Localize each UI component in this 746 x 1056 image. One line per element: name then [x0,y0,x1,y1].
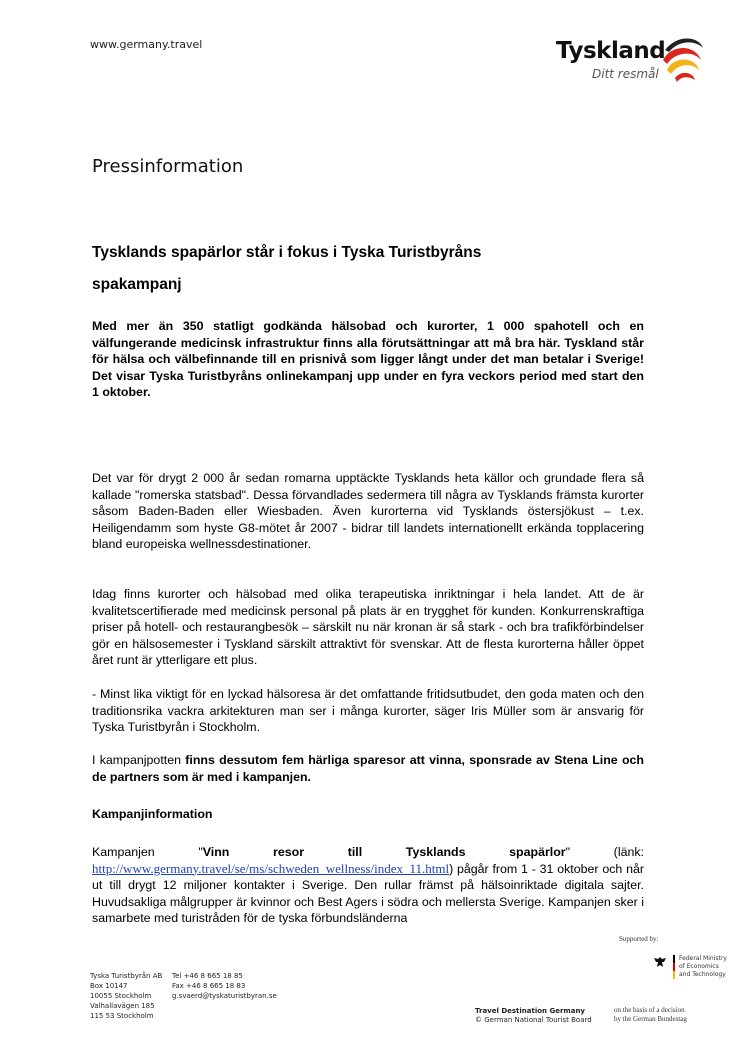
campaign-intro: Kampanjen " [92,845,203,859]
basis-line: by the German Bundestag [614,1015,687,1023]
headline [92,237,652,301]
tdg-title: Travel Destination Germany [475,1007,585,1015]
paragraph-today: Idag finns kurorter och hälsobad med olika terapeutiska inriktningar i hela landet. Att de är kvalitetscertifierade med medicinsk personal på plats är en trygghet för kunden. Konkurrenskraftiga priser på hotell- och restaurangbesök – särskilt nu när kronan är så stark - och bra trafikförbindelser gör en hälsosemester i Tyskland särskilt attraktivt för svenskar. Att de flesta kurorterna håller öppet året runt är ytterligare ett plus. [92,587,644,668]
website-url: www.germany.travel [90,38,203,51]
campaign-link-prefix: " (länk: [565,845,644,859]
headline-line-2: spakampanj [92,276,182,293]
campaign-name: Vinn resor till Tysklands spapärlor [202,845,566,859]
prizes-intro: I kampanjpotten [92,753,186,767]
eagle-logo-icon [655,30,707,86]
logo-subtitle: Ditt resmål [592,67,659,81]
address-line: Box 10147 [90,982,128,990]
flag-stripe-gold [673,971,675,979]
campaign-link[interactable]: http://www.germany.travel/se/ms/schweden_wellness/index_11.html [92,860,450,876]
document-label: Pressinformation [92,156,244,177]
address-line: 10055 Stockholm [90,992,152,1000]
paragraph-quote: - Minst lika viktigt för en lyckad hälsoresa är det omfattande fritidsutbudet, den goda maten och den traditionsrika vackra arkitekturen man ser i många kurorter, säger Iris Müller som är ansvarig för Tyska Turistbyrån i Stockholm. [92,687,644,735]
paragraph-campaign [92,844,644,927]
federal-eagle-icon [653,956,667,968]
bundestag-basis [614,1006,687,1024]
basis-line: on the basis of a decision [614,1006,685,1014]
address-line: Valhallavägen 185 [90,1002,155,1010]
paragraph-history: Det var för drygt 2 000 år sedan romarna upptäckte Tysklands heta källor och grundade flera så kallade "romerska statsbad". Dessa förvandlades sedermera till några av Tysklands främsta kurorter såsom Baden-Baden eller Wiesbaden. Även kurorterna vid Tysklands östersjökust – t.ex. Heiligendamm som hyste G8-mötet år 2007 - bidrar till landets internationellt erkända topplacering bland europeiska wellnessdestinationer. [92,471,644,552]
campaign-details: ) pågår from 1 - 31 oktober och når ut till drygt 12 miljoner kontakter i Sverige. Den rullar främst på hälsoinriktade digitala sajter. Huvudsakliga målgrupper är kvinnor och Best Agers i södra och mellersta Sverige. Kampanjen sker i samarbete med turistråden för de tyska förbundsländerna [92,861,644,926]
lead-paragraph: Med mer än 350 statligt godkända hälsobad och kurorter, 1 000 spahotell och en välfungerande medicinsk infrastruktur finns alla förutsättningar att må bra här. Tyskland står för hälsa och välbefinnande till en prisnivå som ligger långt under det man betalar i Sverige! Det visar Tyska Turistbyråns onlinekampanj upp under en fyra veckors period med start den 1 oktober. [92,319,644,400]
ministry-line: Federal Ministry [679,955,727,962]
address-line: Tyska Turistbyrån AB [90,972,163,980]
tdg-subtitle: © German National Tourist Board [475,1016,592,1024]
headline-line-1: Tysklands spapärlor står i fokus i Tyska Turistbyråns [92,244,482,261]
logo-title: Tyskland [556,38,666,64]
footer-contact [172,971,277,1001]
ministry-name [679,955,727,979]
paragraph-prizes [92,752,644,785]
footer-address [90,971,162,1021]
prizes-bold: finns dessutom fem härliga sparesor att vinna, sponsrade av Stena Line och de partners som är med i kampanjen. [92,753,644,784]
contact-phone: Tel +46 8 665 18 85 [172,972,243,980]
travel-destination-germany [475,1007,592,1025]
contact-fax: Fax +46 8 665 18 83 [172,982,246,990]
subheading-campaign: Kampanjinformation [92,807,213,821]
flag-stripe-black [673,955,675,963]
flag-stripe-red [673,963,675,971]
contact-email[interactable]: g.svaerd@tyskaturistbyran.se [172,992,277,1000]
address-line: 115 53 Stockholm [90,1012,154,1020]
ministry-line: and Technology [679,971,726,978]
supported-by-label: Supported by: [619,935,659,943]
ministry-line: of Economics [679,963,719,970]
